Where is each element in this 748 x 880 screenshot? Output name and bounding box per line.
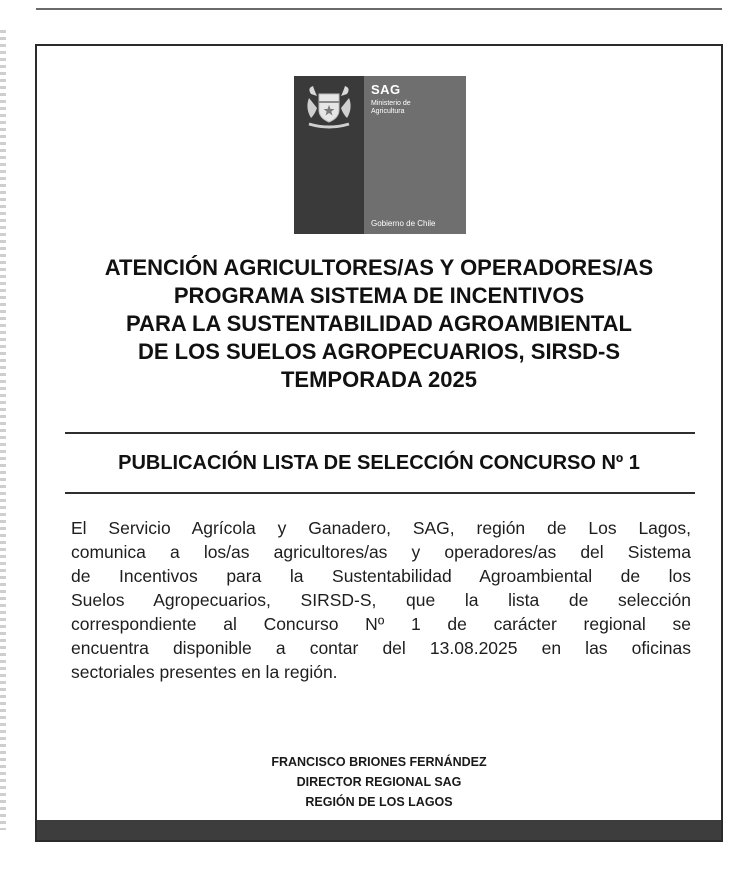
divider-upper	[65, 432, 695, 434]
notice-subtitle: PUBLICACIÓN LISTA DE SELECCIÓN CONCURSO Nº 1	[118, 452, 640, 474]
sag-logo	[294, 76, 466, 234]
logo-government: Gobierno de Chile	[371, 219, 436, 228]
footer-band	[37, 820, 721, 840]
body-line: comunica a los/as agricultores/as y operadores/as del Sistema	[71, 542, 691, 562]
headline-line: PARA LA SUSTENTABILIDAD AGROAMBIENTAL	[126, 311, 632, 336]
headline-line: DE LOS SUELOS AGROPECUARIOS, SIRSD-S	[137, 339, 621, 364]
signatory-title: DIRECTOR REGIONAL SAG	[296, 775, 462, 789]
signatory-region: REGIÓN DE LOS LAGOS	[305, 795, 453, 809]
top-divider	[36, 8, 722, 10]
signature-block	[47, 752, 711, 812]
body-line: correspondiente al Concurso Nº 1 de carácter regional se	[71, 614, 691, 634]
body-line: encuentra disponible a contar del 13.08.2025 en las oficinas	[71, 638, 691, 658]
signatory-name: FRANCISCO BRIONES FERNÁNDEZ	[271, 755, 487, 769]
logo-emblem-panel	[294, 76, 364, 234]
headline-line: TEMPORADA 2025	[280, 367, 477, 392]
logo-ministry: Ministerio de Agricultura	[371, 100, 411, 115]
adjacent-column-edge	[0, 30, 6, 830]
body-line: El Servicio Agrícola y Ganadero, SAG, región de Los Lagos,	[71, 518, 691, 538]
body-line: de Incentivos para la Sustentabilidad Agroambiental de los	[71, 566, 691, 586]
logo-text-panel	[364, 76, 466, 234]
body-line: sectoriales presentes en la región.	[71, 662, 338, 682]
divider-lower	[65, 492, 695, 494]
headline-line: PROGRAMA SISTEMA DE INCENTIVOS	[173, 283, 585, 308]
headline-line: ATENCIÓN AGRICULTORES/AS Y OPERADORES/AS	[104, 255, 654, 280]
logo-agency-name: SAG	[371, 82, 401, 97]
notice-body	[71, 516, 691, 684]
body-line: Suelos Agropecuarios, SIRSD-S, que la lista de selección	[71, 590, 691, 610]
public-notice	[35, 44, 723, 842]
notice-headline	[47, 254, 711, 394]
coat-of-arms-icon	[303, 84, 355, 130]
